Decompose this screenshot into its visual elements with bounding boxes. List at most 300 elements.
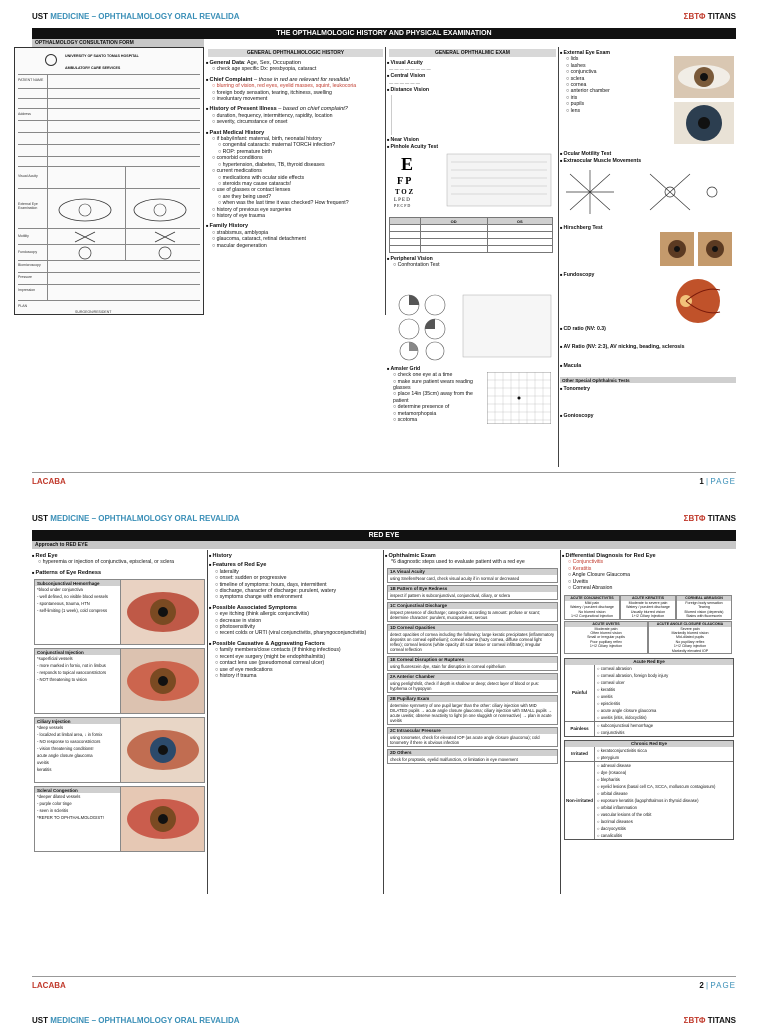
- ddx-box-line: No pupillary reflex: [675, 639, 705, 644]
- ddx-box-line: 1+/2 Ciliary injection: [673, 644, 707, 649]
- irritated-label: Irritated: [565, 747, 595, 761]
- pmh-item: ○ if baby/infant: maternal, birth, neonatal history: [206, 136, 385, 142]
- acute-heading: Acute Red Eye: [565, 659, 733, 665]
- page1-subbanner: OPTHALMOLOGY CONSULTATION FORM: [32, 39, 204, 47]
- nonirritated-item: ○ exposure keratitis (lagophthalmos in thyroid disease): [595, 797, 733, 804]
- cc-title: Chief Complaint: [209, 76, 253, 83]
- feature-item: ○ timeline of symptoms: hours, days, intermittent: [209, 582, 383, 588]
- ddx-box-line: Poor pupillary reflex: [590, 639, 622, 644]
- dv-title: Distance Vision: [390, 86, 430, 93]
- exam-step-title: 1C Conjunctival Discharge: [388, 603, 557, 609]
- pattern-desc: uveitis: [37, 760, 49, 766]
- exam-step-desc: inspect if pattern is subconjunctival, conjunctival, ciliary, or sclera: [390, 592, 511, 598]
- pmh-title: Past Medical History: [209, 129, 265, 136]
- exam-step-desc: using Snellen/Near card, check visual acuity if in normal or decreased: [390, 575, 520, 581]
- painless-item: ○ subconjunctival hemorrhage: [595, 722, 733, 729]
- painful-list: [595, 665, 733, 721]
- pattern-desc: - vision threatening conditions!: [37, 746, 94, 752]
- ddx-title: Differential Diagnosis for Red Eye: [565, 553, 656, 559]
- pattern-row: [34, 717, 205, 783]
- nonirritated-item: ○ vascular lesions of the orbit: [595, 811, 733, 818]
- steps-list: [385, 568, 560, 764]
- ddx-box-line: Usually blurred vision: [630, 609, 666, 614]
- snellen-chart-icon: [387, 150, 555, 210]
- ust-label: UST: [32, 1016, 48, 1024]
- page-number: 1: [699, 477, 704, 486]
- confrontation: ○ Confrontation Test: [387, 262, 558, 268]
- titans-label: TITANS: [707, 12, 736, 21]
- painful-item: ○ uveitis (iritis, iridocyclitis): [595, 714, 733, 721]
- form-label-motility: Motility: [18, 234, 29, 238]
- amsler-item: ○ place 14in (35cm) away from the patient: [387, 391, 483, 404]
- features-title: Features of Red Eye: [212, 562, 267, 569]
- pmh-item: ○ history of eye trauma: [206, 213, 385, 219]
- hpi-item: ○ severity, circumstance of onset: [206, 119, 385, 125]
- external-item: ○ lens: [560, 108, 672, 114]
- form-label-pressure: Pressure: [18, 275, 33, 279]
- page-bar: |: [706, 981, 709, 990]
- other-tests-heading: Other Special Ophthalmic Tests: [560, 377, 736, 383]
- om-title: Ocular Motility Test: [563, 151, 612, 158]
- pmh-item: ○ congenital cataracts: maternal TORCH infection?: [206, 142, 385, 148]
- exam-step-title: 1B Pattern of Eye Redness: [388, 586, 557, 592]
- page2-subbanner: Approach to RED EYE: [32, 541, 736, 549]
- eye-photo: [121, 787, 205, 851]
- header-left: [32, 12, 240, 21]
- va-title: Visual Acuity: [390, 60, 423, 66]
- page3-header: [32, 1014, 736, 1024]
- general-data-sub: ○ check age specific Dx: presbyopia, cataract: [206, 66, 385, 72]
- ddx-box-line: Watery / purulent discharge: [626, 605, 670, 610]
- causative-list: [209, 647, 383, 679]
- pmh-list: [206, 136, 385, 219]
- assoc-item: ○ eye itching (think allergic conjunctivitis): [209, 611, 383, 617]
- painless-label: Painless: [565, 722, 595, 736]
- causative-item: ○ recent eye surgery (might be endophthalmitis): [209, 654, 383, 660]
- ddx-box-line: Blurred vision (depends): [684, 609, 724, 614]
- painful-item: ○ keratitis: [595, 686, 733, 693]
- fundo-title: Fundoscopy: [563, 271, 595, 278]
- history-column-2: [209, 550, 384, 894]
- ddx-box-line: Often blurred vision: [590, 630, 622, 635]
- pmh-item: ○ when was the last time it was checked? How frequent?: [206, 200, 385, 206]
- tono-title: Tonometry: [563, 386, 590, 393]
- ddx-box: [648, 621, 732, 654]
- general-data-rest: : Age, Sex, Occupation: [244, 60, 301, 66]
- assoc-title: Possible Associated Symptoms: [212, 604, 297, 611]
- pattern-desc: - more marked in fornix, not in limbus: [37, 663, 106, 669]
- external-item: ○ lashes: [560, 63, 672, 69]
- ddx-box-line: Mid-dilated pupils: [676, 635, 704, 640]
- exam-step: [387, 656, 558, 671]
- ust-label: UST: [32, 514, 48, 523]
- hospital-seal-icon: [45, 54, 57, 66]
- page1-banner: THE OPTHALMOLOGIC HISTORY AND PHYSICAL EXAMINATION: [32, 28, 736, 39]
- page2-footer-rule: [32, 976, 736, 977]
- nonirritated-item: ○ dacryocystitis: [595, 825, 733, 832]
- header-right: [684, 12, 736, 21]
- pmh-item: ○ history of previous eye surgeries: [206, 207, 385, 213]
- pattern-desc: - seen in scleritis: [37, 808, 69, 814]
- pattern-text: [35, 718, 121, 782]
- pattern-title: Conjunctival Injection: [35, 649, 120, 655]
- patterns-list: [32, 579, 207, 852]
- red-eye-sub: ○ hyperemia or injection of conjunctiva, episcleral, or sclera: [32, 559, 207, 565]
- dv-lines: [391, 95, 554, 135]
- nonirritated-item: ○ canaliculitis: [595, 832, 733, 839]
- page-number: 2: [699, 981, 704, 990]
- exam-step-desc: detect opacities of cornea including the following: large keratic precipitates (inflammatory deposits on corneal epithelium); corneal edema (hazy cornea, diffuse corneal light reflex); corneal lesions (white opacity d/t scar tissue or corneal infiltrate); irregular corneal reflection: [390, 631, 555, 652]
- ddx-box-line: Foreign body sensation: [685, 600, 723, 605]
- red-eye-column: [32, 550, 208, 894]
- macula-title: Macula: [563, 362, 582, 369]
- exam-step-title: 2B Pupillary Exam: [388, 696, 557, 702]
- ddx-box-line: Markedly elevated IOP: [671, 648, 709, 653]
- svg-text:F P: F P: [397, 176, 412, 188]
- exam-step-title: 1D Corneal Opacities: [388, 625, 557, 631]
- pmh-item: ○ steroids may cause cataracts!: [206, 181, 385, 187]
- amsler-title: Amsler Grid: [390, 365, 421, 372]
- external-eye-photos: [674, 56, 734, 146]
- ddx-box-title: ACUTE ANGLE CLOSURE GLAUCOMA: [649, 622, 731, 627]
- gonioscopy: [560, 413, 736, 419]
- exam-step-title: 1E Corneal Disruption or Ruptures: [388, 657, 557, 663]
- exam-step-title: 2D Others: [388, 750, 557, 756]
- painful-item: ○ acute angle closure glaucoma: [595, 707, 733, 714]
- amsler-list: [387, 372, 483, 423]
- footer-page: [699, 477, 736, 486]
- pattern-desc: *deeper dilated vessels: [37, 794, 81, 800]
- page1-header: [32, 10, 736, 24]
- hirschberg-photos: [660, 232, 732, 268]
- ddx-box: [564, 595, 620, 620]
- causative-item: ○ history if trauma: [209, 673, 383, 679]
- features-list: [209, 569, 383, 601]
- form-label-external: External Eye Examination: [18, 202, 38, 210]
- ddx-box-title: ACUTE CONJUNCTIVITIS: [565, 596, 619, 601]
- page2-header: [32, 512, 736, 526]
- cv-title: Central Vision: [390, 73, 426, 80]
- nonirritated-item: ○ adnexal disease: [595, 762, 733, 769]
- exam-step: [387, 585, 558, 600]
- pv-title: Peripheral Vision: [390, 256, 433, 263]
- external-item: ○ anterior chamber: [560, 88, 672, 94]
- exam-heading: GENERAL OPHTHALMIC EXAM: [389, 49, 556, 57]
- pmh-item: ○ comorbid conditions: [206, 155, 385, 161]
- nonirritated-list: [595, 762, 733, 839]
- ph-title: Pinhole Acuity Test: [390, 143, 439, 150]
- hospital-name: UNIVERSITY OF SANTO TOMAS HOSPITAL: [65, 54, 139, 58]
- form-label-surgeon: SURGEON/RESIDENT: [75, 310, 112, 314]
- causative-item: ○ family members/close contacts (if thinking infectious): [209, 647, 383, 653]
- red-eye-title: Red Eye: [35, 553, 58, 559]
- eye-photo: [121, 649, 205, 713]
- footer-page: [699, 981, 736, 990]
- ddx-box: [676, 595, 732, 620]
- external-item: ○ lids: [560, 56, 672, 62]
- ddx-box-line: 1+/2 Ciliary injection: [589, 644, 623, 649]
- exam-step-desc: check for proptosis, eyelid malfunction, or limitation in eye movement: [390, 756, 518, 762]
- footer-author: LACABA: [32, 477, 66, 486]
- external-item: ○ sclera: [560, 76, 672, 82]
- nonirritated-item: ○ lacrimal diseases: [595, 818, 733, 825]
- ddx-box-title: CORNEAL ABRASION: [677, 596, 731, 601]
- external-item: ○ pupils: [560, 101, 672, 107]
- ophthalmic-exam-column: [385, 550, 561, 894]
- form-label-bio: Biomicroscopy: [18, 263, 41, 267]
- oph-exam-title: Ophthalmic Exam: [388, 553, 436, 559]
- hirsch-title: Hirschberg Test: [563, 225, 603, 232]
- patterns: [32, 570, 207, 576]
- ddx-box-line: Stains with fluorescein: [686, 614, 722, 619]
- pmh-item: ○ medications with ocular side effects: [206, 175, 385, 181]
- form-label-fundus: Funduscopy: [18, 250, 38, 254]
- hpi-title: History of Present Illness: [209, 106, 277, 113]
- chronic-red-eye-table: [564, 740, 734, 840]
- page-bar: |: [706, 477, 709, 486]
- pattern-desc: - spontaneous, trauma, HTN: [37, 601, 90, 607]
- ddx-item: ○ Angle Closure Glaucoma: [562, 572, 736, 578]
- assoc-list: [209, 611, 383, 637]
- nonirritated-label: Non-irritated: [565, 762, 595, 839]
- ddx-box-line: 1+/2 Conjunctival Injection: [570, 614, 614, 619]
- feature-item: ○ discharge, character of discharge: purulent, watery: [209, 588, 383, 594]
- cc-list: [206, 83, 385, 102]
- header-title: MEDICINE – OPHTHALMOLOGY ORAL REVALIDA: [50, 1016, 240, 1024]
- pmh-item: ○ ROP: premature birth: [206, 149, 385, 155]
- cd-title: CD ratio (NV: 0.3): [563, 326, 606, 333]
- ust-label: UST: [32, 12, 48, 21]
- feature-item: ○ onset: sudden or progressive: [209, 575, 383, 581]
- hpi-note: – based on chief complaint?: [276, 106, 348, 113]
- visual-field-diagrams: [387, 291, 555, 361]
- exam-step: [387, 695, 558, 725]
- family-list: [206, 230, 385, 249]
- amsler-item: ○ metamorphopsia: [387, 411, 483, 417]
- fundus-photo: [664, 278, 732, 324]
- causative-item: ○ contact lens use (pseudomonal corneal ulcer): [209, 660, 383, 666]
- external-item: ○ cornea: [560, 82, 672, 88]
- form-label-impression: Impression: [18, 288, 36, 292]
- pattern-desc: - purple color tinge: [37, 801, 72, 807]
- gonio-title: Gonioscopy: [563, 412, 594, 419]
- av-title: AV Ratio (NV: 2:3), AV nicking, beading, sclerosis: [563, 344, 685, 351]
- header-left: [32, 1016, 240, 1024]
- ddx-box-line: 1+/2 Ciliary Injection: [631, 614, 665, 619]
- header-right: [684, 514, 736, 523]
- pattern-desc: - localized at limbal area, ↓ in fornix: [37, 732, 103, 738]
- titans-label: TITANS: [707, 1016, 736, 1024]
- history-column: [206, 47, 386, 315]
- history-title: History: [212, 553, 232, 559]
- painful-item: ○ corneal ulcer: [595, 679, 733, 686]
- acute-red-eye-table: [564, 658, 734, 737]
- exam-step: [387, 673, 558, 693]
- exam-step-desc: determine symmetry of one pupil larger than the other: ciliary injection with MID DILATED pupils → acute angle closure glaucoma; ciliary injection with SMALL pupils → acute uveitis; observe reactivity to light (in one sluggish or nonreactive) → plan in acute uveitis: [390, 702, 552, 723]
- form-label-va: Visual Acuity: [18, 174, 38, 178]
- ddx-box-line: Moderate to severe pain: [628, 600, 668, 605]
- titans-label: TITANS: [707, 514, 736, 523]
- footer-author: LACABA: [32, 981, 66, 990]
- pattern-text: [35, 649, 121, 713]
- fundus-circle-icon: [65, 246, 185, 260]
- ddx-box-line: Mild pain: [584, 600, 600, 605]
- amsler-item: ○ make sure patient wears reading glasses: [387, 379, 483, 392]
- page2-banner: RED EYE: [32, 530, 736, 541]
- ddx-box-line: Watery / purulent discharge: [570, 605, 614, 610]
- exam-step: [387, 602, 558, 622]
- irritated-list: [595, 747, 733, 761]
- pattern-row: [34, 648, 205, 714]
- sigma-logo: ΣΒΤΦ: [683, 514, 706, 523]
- ddx-boxes: [564, 594, 734, 654]
- chronic-heading: Chronic Red Eye: [565, 741, 733, 747]
- eye-photo: [121, 718, 205, 782]
- history-heading: GENERAL OPHTHALMOLOGIC HISTORY: [208, 49, 383, 57]
- ddx-box-line: Small or irregular pupils: [587, 635, 625, 640]
- pattern-desc: - NO response to vasoconstrictors: [37, 739, 101, 745]
- pmh-item: ○ use of glasses or contact lenses: [206, 187, 385, 193]
- page2-footer: [32, 981, 736, 995]
- feature-item: ○ laterality: [209, 569, 383, 575]
- exam-step-title: 2A Anterior Chamber: [388, 674, 557, 680]
- pattern-desc: keratitis: [37, 767, 52, 773]
- pattern-desc: acute angle closure glaucoma: [37, 753, 93, 759]
- pattern-text: [35, 787, 121, 851]
- consultation-form-image: [14, 47, 204, 315]
- cc-note: – those in red are relevant for revalida!: [252, 76, 350, 83]
- hpi-list: [206, 113, 385, 126]
- pmh-item: ○ are they being used?: [206, 194, 385, 200]
- irritated-item: ○ keratoconjunctivitis sicca: [595, 747, 733, 754]
- ddx-box-line: Tearing: [698, 605, 710, 610]
- external-list: [560, 56, 672, 114]
- ddx-column: [562, 550, 736, 894]
- history: [209, 553, 383, 559]
- pattern-desc: *blood under conjunctiva: [37, 587, 83, 593]
- eye-photo: [121, 580, 205, 644]
- family-item: ○ macular degeneration: [206, 243, 385, 249]
- service-name: AMBULATORY CARE SERVICES: [65, 66, 121, 70]
- causative-item: ○ use of eye medications: [209, 667, 383, 673]
- pattern-desc: - responds to topical vasoconstrictors: [37, 670, 107, 676]
- painful-item: ○ episcleritis: [595, 700, 733, 707]
- pattern-title: Scleral Congestion: [35, 787, 120, 793]
- cc-item: ○ blurring of vision, red eyes, eyelid masses, squint, leukocoria: [206, 83, 385, 89]
- header-right: [684, 1016, 736, 1024]
- distance-vision: [387, 87, 558, 93]
- ddx-list: [562, 559, 736, 591]
- exam-step-title: 1A Visual Acuity: [388, 569, 557, 575]
- svg-text:T O Z: T O Z: [395, 188, 414, 197]
- external-title: External Eye Exam: [563, 50, 610, 56]
- header-title: MEDICINE – OPHTHALMOLOGY ORAL REVALIDA: [50, 514, 240, 523]
- ddx-item: ○ Conjunctivitis: [562, 559, 736, 565]
- svg-text:E: E: [401, 154, 414, 175]
- exam-step: [387, 727, 558, 747]
- exam-step: [387, 568, 558, 583]
- nv-title: Near Vision: [390, 137, 419, 144]
- exam-column: GENERAL OPHTHALMIC EXAM ■ Visual Acuity — — — — — — — — ■ Central Vision — — — — — — ■ Distance Vision ■ Near Vision ■ Pinhole Acuity Test E F P T O Z L P E D P E C F D OD OS ■ Peripheral Vision ○ Confrontation Test ■ Amsler Grid ○ check one eye at a time ○ make sure patient wears reading glasses ○ place 14in (35cm) away from the patient ○ determine presence of ○ metamorphopsia ○ scotoma: [387, 47, 559, 467]
- pattern-desc: *REFER TO OPHTHALMOLOGIST!: [37, 815, 104, 821]
- eom-diagram: [560, 164, 734, 220]
- page-word: PAGE: [710, 981, 736, 990]
- pattern-title: Subconjunctival Hemorrhage: [35, 580, 120, 586]
- pattern-desc: - self-limiting (1 week), cold compress: [37, 608, 108, 614]
- nonirritated-item: ○ orbital inflammation: [595, 804, 733, 811]
- hpi-item: ○ duration, frequency, intermittency, rapidity, location: [206, 113, 385, 119]
- header-title: MEDICINE – OPHTHALMOLOGY ORAL REVALIDA: [50, 12, 240, 21]
- sigma-logo: ΣΒΤΦ: [683, 12, 706, 21]
- cc-item: ○ involuntary movement: [206, 96, 385, 102]
- pmh-item: ○ current medications: [206, 168, 385, 174]
- painful-item: ○ corneal abrasion: [595, 665, 733, 672]
- ddx-box: [564, 621, 648, 654]
- exam-step-desc: inspect presence of discharge; categorize according to amount: profuse or scant; determine character: purulent, mucopurulent, serous: [390, 609, 540, 620]
- ddx-item: ○ Keratitis: [562, 566, 736, 572]
- pattern-title: Ciliary Injection: [35, 718, 120, 724]
- form-label-plan: PLAN: [18, 304, 28, 308]
- nonirritated-item: ○ eyelid lesions (basal cell CA, SCCA, molluscum contagiosum): [595, 783, 733, 790]
- amsler-item: ○ scotoma: [387, 417, 483, 423]
- pattern-desc: *superficial vessels: [37, 656, 73, 662]
- pattern-text: [35, 580, 121, 644]
- nonirritated-item: ○ dye (rosacea): [595, 769, 733, 776]
- page1-footer: [32, 477, 736, 491]
- va-table: OD OS: [389, 217, 553, 253]
- ddx-box-line: No blurred vision: [578, 609, 606, 614]
- painless-list: [595, 722, 733, 736]
- exam-step: [387, 749, 558, 764]
- svg-text:P E C F D: P E C F D: [394, 203, 411, 209]
- ddx-box-line: Moderate pain: [594, 626, 618, 631]
- causative-title: Possible Causative & Aggravating Factors: [212, 640, 325, 647]
- external-item: ○ conjunctiva: [560, 69, 672, 75]
- general-data-title: General Data: [209, 60, 245, 66]
- irritated-item: ○ pterygium: [595, 754, 733, 761]
- exam-step-desc: using fluorescein dye, stain for disruption in corneal epithelium: [390, 663, 506, 669]
- exam-step-desc: using penlight/slit, check if depth is shallow or deep; detect layer of blood or pus: hyphema or hypopyon: [390, 680, 539, 691]
- ddx-item: ○ Corneal Abrasion: [562, 585, 736, 591]
- painful-label: Painful: [565, 665, 595, 721]
- external-column: [560, 47, 736, 467]
- exam-step: [387, 624, 558, 654]
- svg-text:L P E D: L P E D: [394, 198, 410, 204]
- page-word: PAGE: [710, 477, 736, 486]
- motility-cross-icon: [65, 230, 185, 244]
- painful-item: ○ corneal abrasion, foreign body injury: [595, 672, 733, 679]
- feature-item: ○ symptoms change with environment: [209, 594, 383, 600]
- patterns-title: Patterns of Eye Redness: [35, 569, 102, 576]
- ddx-box-line: Markedly blurred vision: [671, 630, 709, 635]
- family-item: ○ strabismus, amblyopia: [206, 230, 385, 236]
- ddx-item: ○ Uveitis: [562, 579, 736, 585]
- amsler-item: ○ determine presence of: [387, 404, 483, 410]
- pmh-item: ○ hypertension, diabetes, TB, thyroid diseases: [206, 162, 385, 168]
- pattern-desc: - well defined, no visible blood vessels: [37, 594, 108, 600]
- ddx-box-title: ACUTE KERATITIS: [621, 596, 675, 601]
- header-left: [32, 514, 240, 523]
- nonirritated-item: ○ orbital disease: [595, 790, 733, 797]
- pattern-row: [34, 579, 205, 645]
- eom-title: Extraocular Muscle Movements: [563, 157, 642, 164]
- family-item: ○ glaucoma, cataract, retinal detachment: [206, 236, 385, 242]
- pattern-desc: *deep vessels: [37, 725, 64, 731]
- sigma-logo: ΣΒΤΦ: [683, 1016, 706, 1024]
- nonirritated-item: ○ blepharitis: [595, 776, 733, 783]
- oph-exam-sub: *6 diagnostic steps used to evaluate patient with a red eye: [391, 559, 525, 566]
- assoc-item: ○ decrease in vision: [209, 618, 383, 624]
